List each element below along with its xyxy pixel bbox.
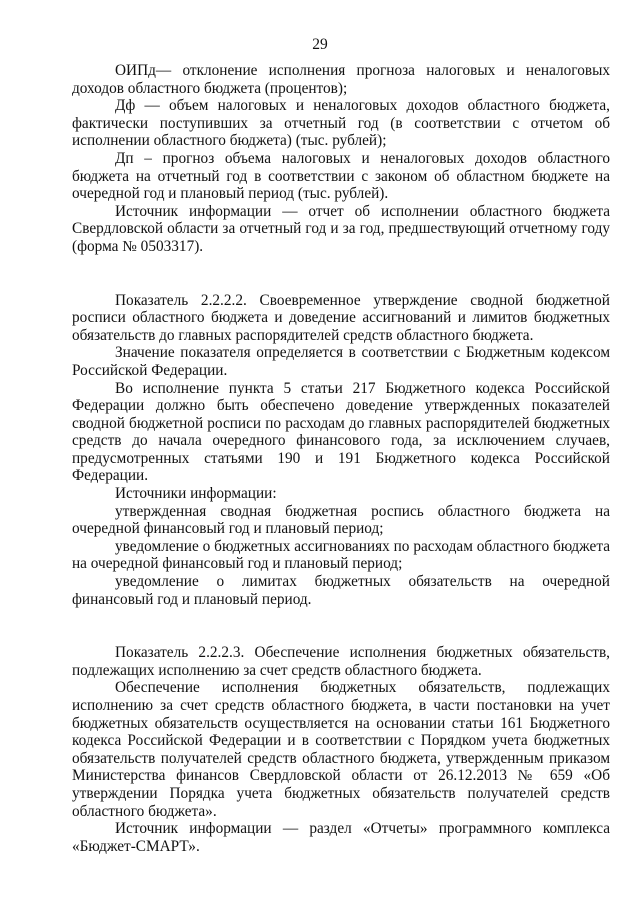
paragraph-oipd-definition: ОИПд— отклонение исполнения прогноза налоговых и неналоговых доходов областного бюджета (процентов);	[72, 62, 610, 97]
paragraph-source-allocations: уведомление о бюджетных ассигнованиях по расходам областного бюджета на очередной финансовый год и плановый период;	[72, 537, 610, 573]
paragraph-article-217: Во исполнение пункта 5 статьи 217 Бюджетного кодекса Российской Федерации должно быть обеспечено доведение утвержденных показателей сводной бюджетной росписи по расходам до главных распорядителей бюджетных средств до начала очередного финансового года, за исключением случаев, предусмотренных статьями 190 и 191 Бюджетного кодекса Российской Федерации.	[72, 379, 610, 485]
paragraph-source-budget-list: утвержденная сводная бюджетная роспись областного бюджета на очередной финансовый год и плановый период;	[72, 502, 610, 538]
paragraph-indicator-2-2-2-3: Показатель 2.2.2.3. Обеспечение исполнения бюджетных обязательств, подлежащих исполнению за счет средств областного бюджета.	[72, 644, 610, 679]
document-body	[72, 62, 610, 855]
paragraph-budget-code-value: Значение показателя определяется в соответствии с Бюджетным кодексом Российской Федерации.	[72, 344, 610, 379]
paragraph-obligations-accounting: Обеспечение исполнения бюджетных обязательств, подлежащих исполнению за счет средств областного бюджета, в части постановки на учет бюджетных обязательств осуществляется на основании статьи 161 Бюджетного кодекса Российской Федерации и в соответствии с Порядком учета бюджетных обязательств получателей средств областного бюджета, утвержденным приказом Министерства финансов Свердловской области от 26.12.2013 № 659 «Об утверждении Порядка учета бюджетных обязательств получателей средств областного бюджета».	[72, 679, 610, 820]
paragraph-sources-heading: Источники информации:	[115, 485, 277, 503]
page-number: 29	[312, 36, 328, 53]
paragraph-source-report: Источник информации — отчет об исполнении областного бюджета Свердловской области за отчетный год и за год, предшествующий отчетному году (форма № 0503317).	[72, 202, 610, 255]
paragraph-dp-definition: Дп – прогноз объема налоговых и неналоговых доходов областного бюджета на отчетный год в соответствии с законом об областном бюджете на очередной год и плановый период (тыс. рублей).	[72, 149, 610, 203]
paragraph-source-limits: уведомление о лимитах бюджетных обязательств на очередной финансовый год и плановый период.	[72, 573, 610, 608]
paragraph-indicator-2-2-2-2: Показатель 2.2.2.2. Своевременное утверждение сводной бюджетной росписи областного бюджета и доведение ассигнований и лимитов бюджетных обязательств до главных распорядителей средств областного бюджета.	[72, 291, 610, 344]
paragraph-df-definition: Дф — объем налоговых и неналоговых доходов областного бюджета, фактически поступивших за отчетный год (в соответствии с отчетом об исполнении областного бюджета) (тыс. рублей);	[72, 97, 610, 150]
paragraph-source-smart: Источник информации — раздел «Отчеты» программного комплекса «Бюджет-СМАРТ».	[72, 820, 610, 855]
